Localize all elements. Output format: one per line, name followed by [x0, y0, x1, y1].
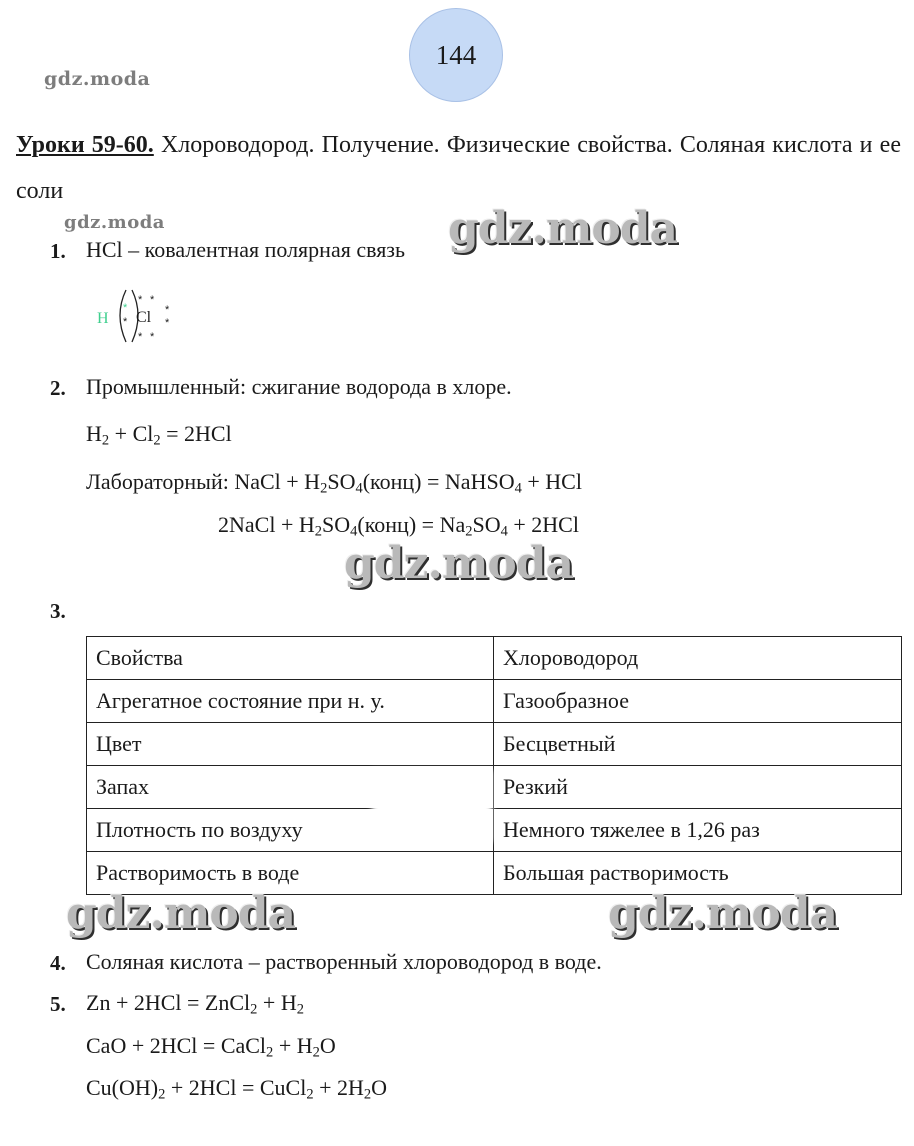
- item-2-equation-1: $H_2 + Cl_2 = 2HCl$: [86, 421, 232, 449]
- item-2-equation-2: Лабораторный: NaCl + $H_2SO_4(конц)$ = NaHSO$_4$ + HCl: [86, 469, 582, 497]
- table-cell: Бесцветный: [494, 723, 902, 766]
- watermark-large-4: gdz.moda: [608, 888, 838, 939]
- table-row: [87, 766, 902, 809]
- table-cell: Резкий: [494, 766, 902, 809]
- lewis-electron-top-2: *: [150, 294, 155, 306]
- table-cell: Свойства: [87, 637, 494, 680]
- lewis-electron-right-2: *: [165, 317, 170, 329]
- lewis-electron-top-1: *: [138, 294, 143, 306]
- lesson-heading-lead: Уроки 59-60.: [16, 132, 154, 158]
- table-row: [87, 723, 902, 766]
- lewis-electron-bottom-2: *: [150, 331, 155, 343]
- item-5-equation-3: $Cu(OH)_2 + 2HCl$ = CuCl$_2$ + $2H_2O$: [86, 1075, 388, 1103]
- item-5-equation-2: CaO + 2HCl = CaCl$_2$ + $H_2O$: [86, 1033, 336, 1061]
- table-cell: Газообразное: [494, 680, 902, 723]
- table-row: [87, 809, 902, 852]
- lewis-structure-diagram: [94, 286, 194, 346]
- table-cell: Цвет: [87, 723, 494, 766]
- watermark-large-1: gdz.moda: [448, 203, 678, 254]
- item-1-text: HCl – ковалентная полярная связь: [86, 237, 406, 262]
- lewis-h-atom: H: [97, 310, 109, 327]
- lewis-cl-atom: Cl: [136, 309, 152, 326]
- table-row: [87, 637, 902, 680]
- table-cell: Большая растворимость: [494, 852, 902, 895]
- table-cell: Хлороводород: [494, 637, 902, 680]
- lewis-bond-electron-1: *: [123, 302, 128, 314]
- table-cell: Плотность по воздуху: [87, 809, 494, 852]
- watermark-large-2: gdz.moda: [344, 538, 574, 589]
- item-2-text: Промышленный: сжигание водорода в хлоре.: [86, 374, 512, 399]
- erased-patch: [372, 770, 492, 842]
- properties-table: [86, 636, 902, 895]
- watermark-small-mid: gdz.moda: [64, 212, 165, 233]
- item-2-number: 2.: [50, 376, 66, 400]
- table-cell: Агрегатное состояние при н. у.: [87, 680, 494, 723]
- table-cell: Запах: [87, 766, 494, 809]
- lewis-bond-electron-2: *: [123, 316, 128, 328]
- watermark-small-top: gdz.moda: [44, 68, 151, 90]
- page-number: 144: [409, 8, 503, 102]
- lewis-electron-bottom-1: *: [138, 331, 143, 343]
- watermark-large-3: gdz.moda: [66, 888, 296, 939]
- item-1-number: 1.: [50, 239, 66, 263]
- table-cell: Растворимость в воде: [87, 852, 494, 895]
- table-row: [87, 680, 902, 723]
- item-2-equation-3: 2NaCl + $H_2SO_4(конц) = Na_2SO_4 + 2HCl$: [218, 512, 579, 540]
- item-4-number: 4.: [50, 951, 66, 975]
- item-5-equation-1: Zn + 2HCl = ZnCl$_2$ + $H_2$: [86, 990, 304, 1018]
- item-4-text: Соляная кислота – растворенный хлороводород в воде.: [86, 949, 602, 974]
- table-cell: Немного тяжелее в 1,26 раз: [494, 809, 902, 852]
- lesson-heading: [16, 122, 901, 214]
- lesson-heading-text: Хлороводород. Получение. Физические свойства. Соляная кислота и ее соли: [16, 132, 901, 204]
- item-3-number: 3.: [50, 599, 66, 623]
- lewis-electron-right-1: *: [165, 304, 170, 316]
- item-5-number: 5.: [50, 992, 66, 1016]
